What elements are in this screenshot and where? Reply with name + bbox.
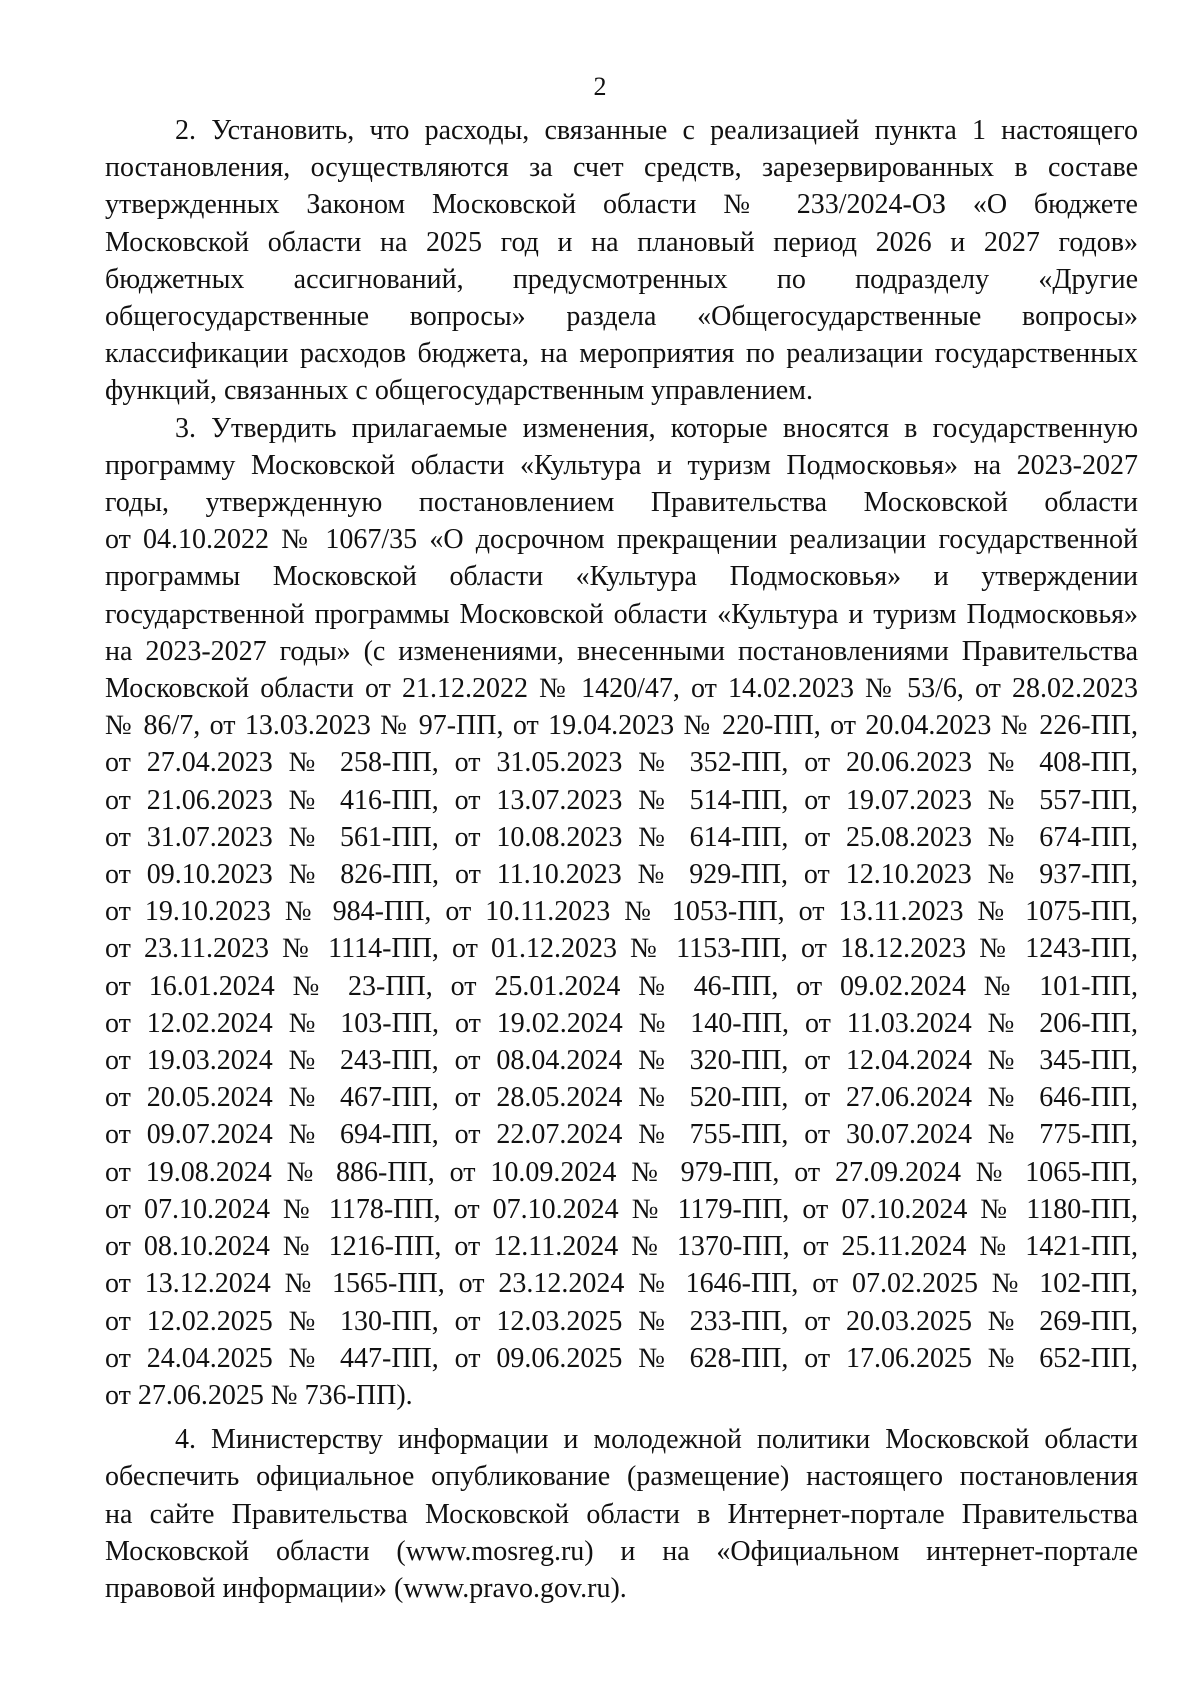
clause-3-line: от 19.08.2024 № 886-ПП, от 10.09.2024 № 979-ПП, от 27.09.2024 № 1065-ПП, <box>105 1156 1138 1188</box>
clause-3-line: от 21.06.2023 № 416-ПП, от 13.07.2023 № 514-ПП, от 19.07.2023 № 557-ПП, <box>105 784 1138 816</box>
clause-3-line: от 27.04.2023 № 258-ПП, от 31.05.2023 № 352-ПП, от 20.06.2023 № 408-ПП, <box>105 747 1138 779</box>
clause-3-line: от 24.04.2025 № 447-ПП, от 09.06.2025 № 628-ПП, от 17.06.2025 № 652-ПП, <box>105 1342 1138 1374</box>
clause-4-line: обеспечить официальное опубликование (размещение) настоящего постановления <box>105 1461 1138 1493</box>
page-number: 2 <box>593 72 607 101</box>
clause-3-line: от 04.10.2022 № 1067/35 «О досрочном прекращении реализации государственной <box>105 524 1138 556</box>
clause-3-line: от 19.10.2023 № 984-ПП, от 10.11.2023 № 1053-ПП, от 13.11.2023 № 1075-ПП, <box>105 896 1138 928</box>
clause-3-line: от 09.07.2024 № 694-ПП, от 22.07.2024 № 755-ПП, от 30.07.2024 № 775-ПП, <box>105 1119 1138 1151</box>
clause-4 <box>105 1421 1138 1607</box>
clause-2-line: бюджетных ассигнований, предусмотренных по подразделу «Другие <box>105 263 1138 295</box>
clause-3-line: программу Московской области «Культура и туризм Подмосковья» на 2023-2027 <box>105 449 1138 481</box>
clause-2-line: утвержденных Законом Московской области № 233/2024-ОЗ «О бюджете <box>105 189 1138 221</box>
clause-3-line: от 20.05.2024 № 467-ПП, от 28.05.2024 № 520-ПП, от 27.06.2024 № 646-ПП, <box>105 1082 1138 1114</box>
clause-3-line: от 09.10.2023 № 826-ПП, от 11.10.2023 № 929-ПП, от 12.10.2023 № 937-ПП, <box>105 859 1138 891</box>
clause-4-line: Московской области (www.mosreg.ru) и на «Официальном интернет-портале <box>105 1535 1138 1567</box>
clause-3-line: от 08.10.2024 № 1216-ПП, от 12.11.2024 № 1370-ПП, от 25.11.2024 № 1421-ПП, <box>105 1231 1138 1263</box>
clause-3-line: на 2023-2027 годы» (с изменениями, внесенными постановлениями Правительства <box>105 635 1138 667</box>
clause-3-line: от 27.06.2025 № 736-ПП). <box>105 1379 413 1411</box>
clause-3-line: годы, утвержденную постановлением Правительства Московской области <box>105 487 1138 519</box>
clause-3-line: 3. Утвердить прилагаемые изменения, которые вносятся в государственную <box>175 412 1138 444</box>
clause-3-line: от 16.01.2024 № 23-ПП, от 25.01.2024 № 46-ПП, от 09.02.2024 № 101-ПП, <box>105 970 1138 1002</box>
clause-2-line: функций, связанных с общегосударственным управлением. <box>105 375 813 407</box>
clause-2 <box>105 112 1138 410</box>
clause-2-line: общегосударственные вопросы» раздела «Общегосударственные вопросы» <box>105 301 1138 333</box>
clause-3-line: программы Московской области «Культура Подмосковья» и утверждении <box>105 561 1138 593</box>
clause-2-line: постановления, осуществляются за счет средств, зарезервированных в составе <box>105 152 1138 184</box>
clause-3 <box>105 410 1138 1414</box>
clause-3-line: от 31.07.2023 № 561-ПП, от 10.08.2023 № 614-ПП, от 25.08.2023 № 674-ПП, <box>105 821 1138 853</box>
document-body <box>105 112 1138 1607</box>
clause-3-line: от 23.11.2023 № 1114-ПП, от 01.12.2023 № 1153-ПП, от 18.12.2023 № 1243-ПП, <box>105 933 1138 965</box>
clause-4-line: правовой информации» (www.pravo.gov.ru). <box>105 1572 627 1604</box>
clause-2-line: классификации расходов бюджета, на мероприятия по реализации государственных <box>105 338 1138 370</box>
clause-3-line: Московской области от 21.12.2022 № 1420/47, от 14.02.2023 № 53/6, от 28.02.2023 <box>105 673 1138 705</box>
clause-2-line: 2. Установить, что расходы, связанные с реализацией пункта 1 настоящего <box>175 115 1138 146</box>
clause-3-line: от 12.02.2025 № 130-ПП, от 12.03.2025 № 233-ПП, от 20.03.2025 № 269-ПП, <box>105 1305 1138 1337</box>
clause-3-line: от 12.02.2024 № 103-ПП, от 19.02.2024 № 140-ПП, от 11.03.2024 № 206-ПП, <box>105 1007 1138 1039</box>
clause-4-line: на сайте Правительства Московской области в Интернет-портале Правительства <box>105 1498 1138 1530</box>
clause-3-line: № 86/7, от 13.03.2023 № 97-ПП, от 19.04.2023 № 220-ПП, от 20.04.2023 № 226-ПП, <box>105 710 1138 742</box>
clause-3-line: государственной программы Московской области «Культура и туризм Подмосковья» <box>105 598 1138 630</box>
clause-4-line: 4. Министерству информации и молодежной политики Московской области <box>175 1424 1138 1456</box>
clause-3-line: от 19.03.2024 № 243-ПП, от 08.04.2024 № 320-ПП, от 12.04.2024 № 345-ПП, <box>105 1045 1138 1077</box>
clause-3-line: от 07.10.2024 № 1178-ПП, от 07.10.2024 № 1179-ПП, от 07.10.2024 № 1180-ПП, <box>105 1193 1138 1225</box>
clause-2-line: Московской области на 2025 год и на плановый период 2026 и 2027 годов» <box>105 226 1138 258</box>
clause-3-line: от 13.12.2024 № 1565-ПП, от 23.12.2024 № 1646-ПП, от 07.02.2025 № 102-ПП, <box>105 1268 1138 1300</box>
